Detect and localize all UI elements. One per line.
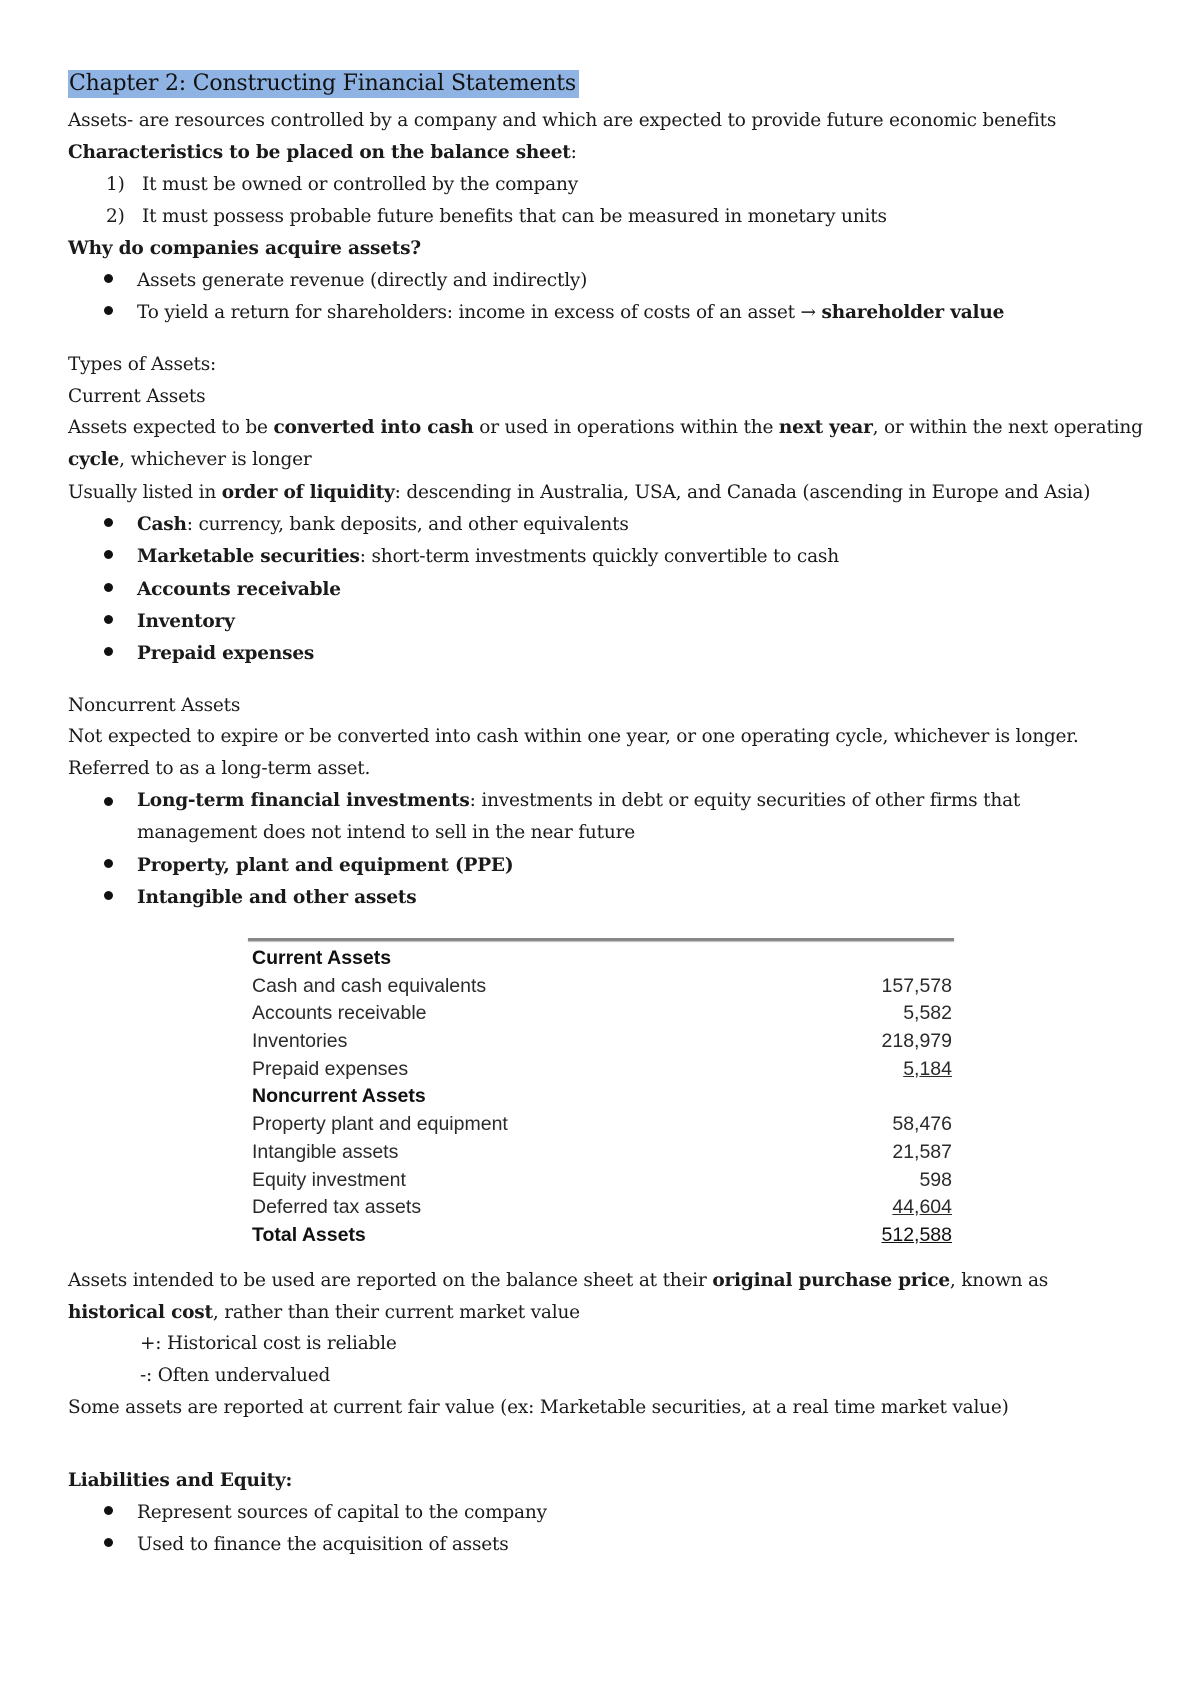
- section-heading: Current Assets: [252, 947, 392, 969]
- historical-cost-paragraph: [68, 1265, 1148, 1329]
- row-label: Deferred tax assets: [252, 1196, 422, 1219]
- types-heading: Types of Assets:: [68, 354, 217, 375]
- bullet-icon: [104, 1538, 113, 1547]
- table-row: [248, 1139, 954, 1167]
- text-run: : descending in Australia, USA, and Canada (ascending in Europe and Asia): [394, 482, 1091, 503]
- characteristics-heading-text: Characteristics to be placed on the balance sheet: [68, 142, 571, 163]
- bullet-text: Represent sources of capital to the company: [137, 1502, 547, 1523]
- text-run-bold: historical cost: [68, 1302, 213, 1323]
- bullet-item: [104, 785, 1124, 849]
- list-item: [106, 206, 887, 227]
- bullet-icon: [104, 891, 113, 900]
- table-top-rule: [248, 938, 954, 941]
- text-run-bold: order of liquidity: [221, 482, 395, 503]
- bullet-item: [104, 643, 314, 664]
- text-run: Usually listed in: [68, 482, 222, 503]
- row-value: 44,604: [892, 1196, 952, 1219]
- row-label: Cash and cash equivalents: [252, 974, 487, 997]
- bullet-bold-text: Prepaid expenses: [137, 643, 315, 664]
- row-label: Accounts receivable: [252, 1002, 427, 1025]
- text-run-bold: next year: [778, 417, 873, 438]
- text-run: , known as: [949, 1270, 1049, 1291]
- row-value: 218,979: [881, 1030, 952, 1053]
- bullet-bold-text: shareholder value: [821, 302, 1005, 323]
- text-run: Assets expected to be: [68, 417, 274, 438]
- liabilities-heading-text: Liabilities and Equity:: [68, 1470, 293, 1491]
- bullet-icon: [104, 306, 113, 315]
- bullet-text: Assets generate revenue (directly and indirectly): [137, 270, 588, 291]
- fair-value-note: Some assets are reported at current fair value (ex: Marketable securities, at a real time market value): [68, 1397, 1009, 1418]
- table-row: [248, 1028, 954, 1056]
- characteristics-colon: :: [570, 142, 577, 163]
- row-value: 157,578: [881, 974, 952, 997]
- row-value: 5,184: [903, 1057, 952, 1080]
- row-label: Total Assets: [252, 1223, 366, 1246]
- why-heading: [68, 238, 421, 259]
- bullet-item: [104, 611, 235, 632]
- page-title: Chapter 2: Constructing Financial Statements: [68, 70, 579, 98]
- text-run: , whichever is longer: [119, 449, 312, 470]
- list-text: It must possess probable future benefits that can be measured in monetary units: [142, 206, 887, 227]
- bullet-icon: [104, 797, 113, 806]
- row-label: Intangible assets: [252, 1140, 399, 1163]
- row-value: 598: [919, 1168, 952, 1191]
- bullet-item: [104, 546, 839, 567]
- current-assets-heading: Current Assets: [68, 386, 206, 407]
- table-row: [248, 1167, 954, 1195]
- text-run-bold: converted into cash: [273, 417, 474, 438]
- table-row: [248, 1000, 954, 1028]
- list-item: [106, 174, 578, 195]
- liabilities-heading: [68, 1470, 292, 1491]
- row-value: 5,582: [903, 1002, 952, 1025]
- text-run-bold: cycle: [68, 449, 120, 470]
- noncurrent-assets-heading: Noncurrent Assets: [68, 695, 241, 716]
- bullet-text: : short-term investments quickly convertible to cash: [359, 546, 839, 567]
- bullet-item: [104, 855, 513, 876]
- bullet-bold-text: Cash: [137, 514, 187, 535]
- bullet-item: [104, 1502, 547, 1523]
- list-text: It must be owned or controlled by the company: [142, 174, 578, 195]
- table-row: [248, 1056, 954, 1084]
- bullet-text: : investments in debt or equity securities of other firms that management does not intend to sell in the near future: [137, 790, 1021, 843]
- bullet-icon: [104, 615, 113, 624]
- assets-definition: Assets- are resources controlled by a company and which are expected to provide future economic benefits: [68, 110, 1057, 131]
- table-row: [248, 1194, 954, 1222]
- bullet-icon: [104, 647, 113, 656]
- bullet-item: [104, 270, 587, 291]
- bullet-icon: [104, 1506, 113, 1515]
- row-label: Prepaid expenses: [252, 1057, 409, 1080]
- text-run-bold: original purchase price: [712, 1270, 950, 1291]
- bullet-bold-text: Intangible and other assets: [137, 887, 417, 908]
- bullet-bold-text: Marketable securities: [137, 546, 360, 567]
- current-assets-paragraph: [68, 412, 1148, 476]
- bullet-item: [104, 579, 341, 600]
- text-run: , or within the next operating: [872, 417, 1143, 438]
- noncurrent-assets-paragraph: Not expected to expire or be converted into cash within one year, or one operating cycle, whichever is longer. Referred to as a long-term asset.: [68, 726, 1079, 779]
- bullet-item: [104, 1534, 509, 1555]
- section-heading: Noncurrent Assets: [252, 1085, 426, 1108]
- liquidity-paragraph: [68, 482, 1090, 503]
- why-heading-text: Why do companies acquire assets?: [68, 238, 421, 259]
- text-run: , rather than their current market value: [212, 1302, 580, 1323]
- row-label: Property plant and equipment: [252, 1113, 508, 1136]
- row-value: 21,587: [892, 1140, 952, 1163]
- bullet-icon: [104, 550, 113, 559]
- bullet-bold-text: Accounts receivable: [137, 579, 341, 600]
- bullet-icon: [104, 518, 113, 527]
- bullet-icon: [104, 274, 113, 283]
- balance-sheet-table: [248, 938, 954, 1250]
- table-row: [248, 945, 954, 973]
- row-label: Equity investment: [252, 1168, 406, 1191]
- bullet-text: Used to finance the acquisition of assets: [137, 1534, 509, 1555]
- characteristics-heading: [68, 142, 577, 163]
- bullet-bold-text: Property, plant and equipment (PPE): [137, 855, 514, 876]
- bullet-bold-text: Long-term financial investments: [137, 790, 470, 811]
- text-run: Assets intended to be used are reported on the balance sheet at their: [68, 1270, 713, 1291]
- table-row: [248, 1222, 954, 1250]
- list-number: 2): [106, 206, 125, 227]
- table-row: [248, 1083, 954, 1111]
- table-row: [248, 1111, 954, 1139]
- row-value: 58,476: [892, 1113, 952, 1136]
- historical-cost-con: -: Often undervalued: [140, 1365, 331, 1386]
- list-number: 1): [106, 174, 125, 195]
- row-value: 512,588: [881, 1223, 952, 1246]
- bullet-item: [104, 302, 1004, 323]
- bullet-item: [104, 887, 416, 908]
- historical-cost-pro: +: Historical cost is reliable: [140, 1333, 397, 1354]
- bullet-item: [104, 514, 629, 535]
- bullet-text: To yield a return for shareholders: income in excess of costs of an asset →: [137, 302, 822, 323]
- text-run: or used in operations within the: [473, 417, 779, 438]
- bullet-text: : currency, bank deposits, and other equivalents: [186, 514, 629, 535]
- table-row: [248, 973, 954, 1001]
- bullet-bold-text: Inventory: [137, 611, 235, 632]
- row-label: Inventories: [252, 1030, 348, 1053]
- bullet-text-block: [137, 785, 1097, 849]
- bullet-icon: [104, 583, 113, 592]
- bullet-icon: [104, 859, 113, 868]
